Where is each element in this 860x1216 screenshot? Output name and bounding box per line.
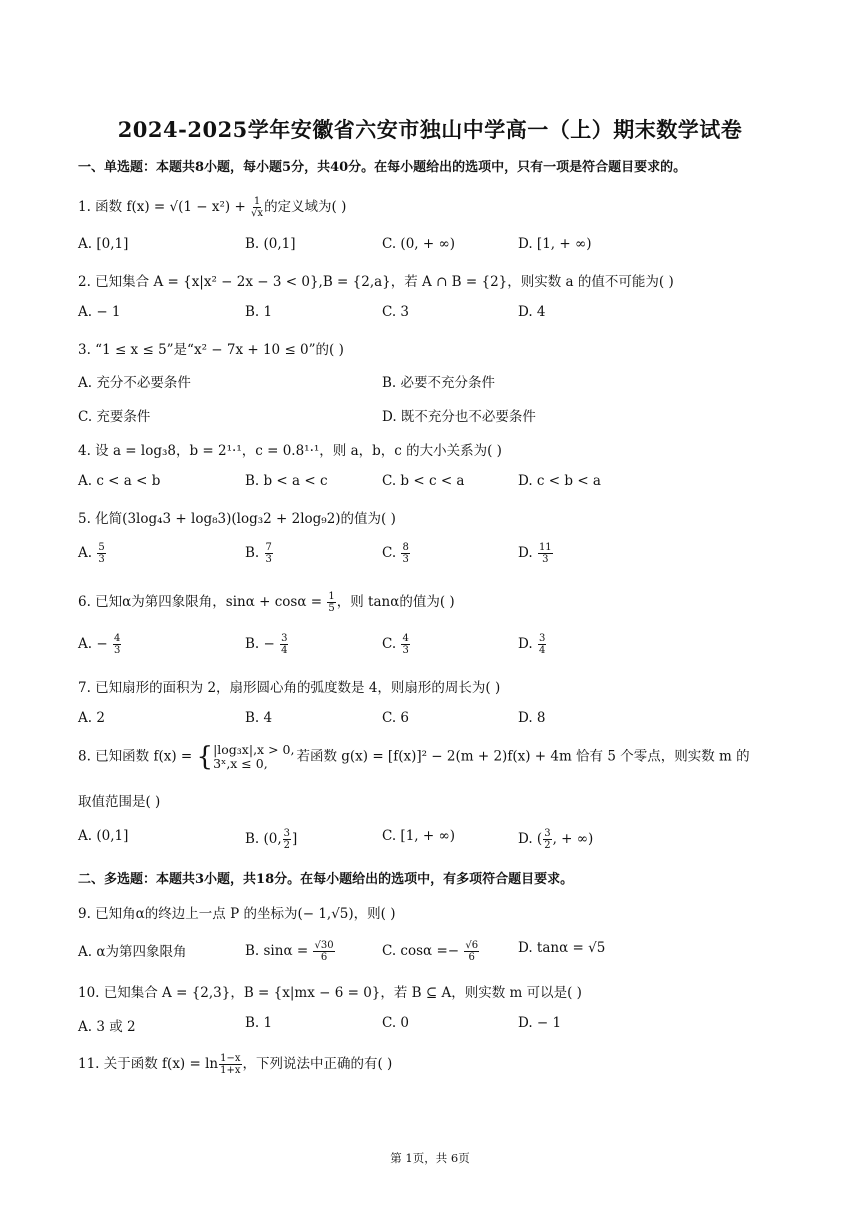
q3-option-b: B. 必要不充分条件 <box>382 375 496 391</box>
q9-c-num: √6 <box>465 940 479 951</box>
q5-d-fraction <box>538 542 553 565</box>
q5-d-den: 3 <box>542 554 549 565</box>
q5-option-a <box>78 542 107 565</box>
q4-option-a: A. c < a < b <box>78 473 161 489</box>
q5-c-num: 8 <box>402 542 409 553</box>
q1-expr: f(x) = √(1 − x²) + <box>126 199 251 215</box>
q8-option-d <box>518 828 593 851</box>
q9-option-a: A. α为第四象限角 <box>78 944 187 960</box>
q8-d-num: 3 <box>544 828 551 839</box>
q8-b-fraction <box>283 828 291 851</box>
q8-case-1: |log₃x|,x > 0, <box>213 742 295 757</box>
q6-c-fraction <box>401 633 409 656</box>
q8-brace: { <box>196 742 214 772</box>
q9-option-b <box>245 940 336 963</box>
q1-suffix: 的定义域为( ) <box>264 199 347 215</box>
question-2: 2. 已知集合 A = {x|x² − 2x − 3 < 0},B = {2,a}，若 A ∩ B = {2}，则实数 a 的值不可能为( ) <box>78 274 674 290</box>
q6-num: 1 <box>328 591 335 602</box>
q9-c-den: 6 <box>468 952 475 963</box>
q9-b-num: √30 <box>314 940 334 951</box>
q2-option-d: D. 4 <box>518 304 546 320</box>
q6-option-a <box>78 633 122 656</box>
q8-option-b <box>245 828 297 851</box>
q6-d-fraction <box>538 633 546 656</box>
q2-option-c: C. 3 <box>382 304 410 320</box>
q6-d-num: 3 <box>538 633 546 644</box>
q1-option-d: D. [1, + ∞) <box>518 236 592 252</box>
q1-option-c: C. (0, + ∞) <box>382 236 455 252</box>
q5-b-den: 3 <box>265 554 272 565</box>
q4-option-b: B. b < a < c <box>245 473 328 489</box>
q6-c-num: 4 <box>402 633 409 644</box>
q6-b-den: 4 <box>281 645 288 656</box>
question-6 <box>78 590 455 614</box>
question-9: 9. 已知角α的终边上一点 P 的坐标为(− 1,√5)，则( ) <box>78 906 396 922</box>
question-3: 3. “1 ≤ x ≤ 5”是“x² − 7x + 10 ≤ 0”的( ) <box>78 342 344 358</box>
q8-d-den: 2 <box>544 840 551 851</box>
q8-d-suffix: , + ∞) <box>552 831 594 847</box>
q6-b-label: B. − <box>245 636 280 652</box>
q5-option-c <box>382 542 411 565</box>
q10-option-d: D. − 1 <box>518 1015 562 1031</box>
page-footer: 第 1页，共 6页 <box>390 1151 470 1165</box>
q6-den: 5 <box>328 603 335 614</box>
q5-a-den: 3 <box>98 554 105 565</box>
q5-c-label: C. <box>382 545 401 561</box>
question-5: 5. 化简(3log₄3 + log₈3)(log₃2 + 2log₉2)的值为( ) <box>78 511 396 527</box>
q6-a-fraction <box>113 633 121 656</box>
q5-option-b <box>245 542 274 565</box>
q6-fraction <box>327 591 335 614</box>
q5-a-num: 5 <box>98 542 105 553</box>
q10-option-c: C. 0 <box>382 1015 410 1031</box>
q9-c-fraction <box>464 940 479 963</box>
q4-option-d: D. c < b < a <box>518 473 601 489</box>
q7-option-c: C. 6 <box>382 710 410 726</box>
question-8-continuation: 取值范围是( ) <box>78 794 161 810</box>
q3-option-a: A. 充分不必要条件 <box>78 375 191 391</box>
q5-a-fraction <box>97 542 105 565</box>
q9-b-den: 6 <box>320 952 328 963</box>
q8-case-2: 3ˣ,x ≤ 0, <box>213 756 268 771</box>
q6-d-den: 4 <box>538 645 546 656</box>
q6-c-den: 3 <box>402 645 409 656</box>
q5-b-num: 7 <box>265 542 272 553</box>
q3-option-d: D. 既不充分也不必要条件 <box>382 409 536 425</box>
exam-title: 2024-2025学年安徽省六安市独山中学高一（上）期末数学试卷 <box>117 117 743 142</box>
q1-option-a: A. [0,1] <box>78 236 129 252</box>
q5-c-fraction <box>401 542 409 565</box>
q7-option-d: D. 8 <box>518 710 546 726</box>
q8-b-prefix: B. (0, <box>245 831 282 847</box>
q8-d-prefix: D. ( <box>518 831 543 847</box>
question-7: 7. 已知扇形的面积为 2，扇形圆心角的弧度数是 4，则扇形的周长为( ) <box>78 680 501 696</box>
q6-prefix: 6. 已知α为第四象限角，sinα + cosα = <box>78 594 327 610</box>
q11-prefix: 11. 关于函数 f(x) = ln <box>78 1056 219 1072</box>
q7-option-a: A. 2 <box>78 710 105 726</box>
question-10: 10. 已知集合 A = {2,3}，B = {x|mx − 6 = 0}，若 B ⊆ A，则实数 m 可以是( ) <box>78 985 582 1001</box>
q5-d-label: D. <box>518 545 537 561</box>
q1-prefix: 1. 函数 <box>78 199 127 215</box>
section-multiple-choice-heading: 二、多选题：本题共3小题，共18分。在每小题给出的选项中，有多项符合题目要求。 <box>78 872 574 887</box>
q5-option-d <box>518 542 554 565</box>
q8-piecewise <box>213 743 294 771</box>
q11-num: 1−x <box>220 1053 241 1064</box>
q9-option-c <box>382 940 480 963</box>
q3-option-c: C. 充要条件 <box>78 409 151 425</box>
q6-option-b <box>245 633 289 656</box>
question-11 <box>78 1052 392 1076</box>
q2-option-a: A. − 1 <box>78 304 121 320</box>
question-4: 4. 设 a = log₃8，b = 2¹·¹，c = 0.8¹·¹，则 a，b，c 的大小关系为( ) <box>78 443 502 459</box>
q1-fraction <box>251 196 263 219</box>
q8-d-fraction <box>543 828 551 851</box>
q6-d-label: D. <box>518 636 537 652</box>
q1-frac-den: √x <box>251 208 264 219</box>
question-8 <box>78 743 750 771</box>
q8-option-a: A. (0,1] <box>78 828 129 844</box>
q9-option-d: D. tanα = √5 <box>518 940 606 956</box>
q5-b-label: B. <box>245 545 264 561</box>
q6-a-den: 3 <box>113 645 121 656</box>
q10-option-b: B. 1 <box>245 1015 273 1031</box>
q6-b-fraction <box>280 633 288 656</box>
q11-den: 1+x <box>220 1065 241 1076</box>
q1-frac-num: 1 <box>253 196 261 207</box>
q5-c-den: 3 <box>402 554 409 565</box>
q6-a-label: A. − <box>78 636 112 652</box>
q10-option-a: A. 3 或 2 <box>78 1019 136 1035</box>
q5-a-label: A. <box>78 545 97 561</box>
q6-b-num: 3 <box>281 633 288 644</box>
question-1 <box>78 195 346 219</box>
q8-prefix: 8. 已知函数 f(x) = <box>78 748 197 765</box>
q9-b-prefix: B. sinα = <box>245 943 313 959</box>
q9-c-prefix: C. cosα =− <box>382 943 464 959</box>
q8-b-suffix: ] <box>292 831 298 847</box>
q6-option-c <box>382 633 411 656</box>
q11-fraction <box>219 1053 241 1076</box>
q8-option-c: C. [1, + ∞) <box>382 828 455 844</box>
q1-option-b: B. (0,1] <box>245 236 296 252</box>
q2-option-b: B. 1 <box>245 304 273 320</box>
q5-d-num: 11 <box>538 542 552 553</box>
q6-c-label: C. <box>382 636 401 652</box>
q11-suffix: ，下列说法中正确的有( ) <box>242 1056 393 1072</box>
q6-suffix: ，则 tanα的值为( ) <box>336 594 455 610</box>
q8-b-num: 3 <box>283 828 291 839</box>
q4-option-c: C. b < c < a <box>382 473 465 489</box>
q6-a-num: 4 <box>113 633 121 644</box>
q8-b-den: 2 <box>283 840 291 851</box>
q8-suffix: 若函数 g(x) = [f(x)]² − 2(m + 2)f(x) + 4m 恰有 5 个零点，则实数 m 的 <box>296 748 750 765</box>
q9-b-fraction <box>313 940 334 963</box>
section-single-choice-heading: 一、单选题：本题共8小题，每小题5分，共40分。在每小题给出的选项中，只有一项是符合题目要求的。 <box>78 160 687 175</box>
q7-option-b: B. 4 <box>245 710 273 726</box>
q5-b-fraction <box>265 542 273 565</box>
q6-option-d <box>518 633 547 656</box>
